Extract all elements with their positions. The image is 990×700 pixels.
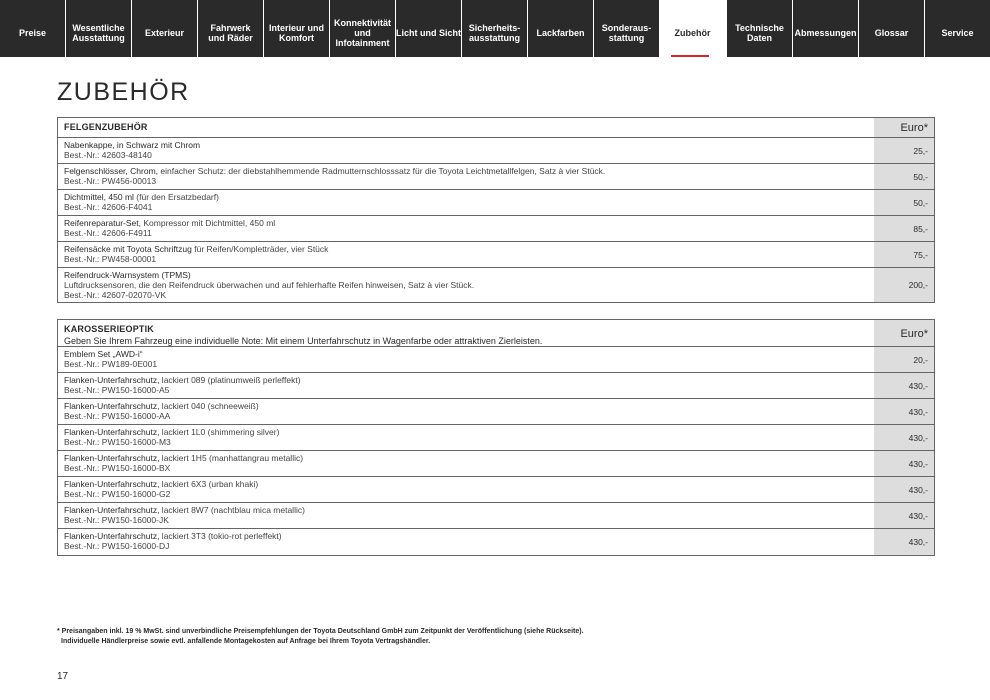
item-description — [58, 216, 874, 241]
tab-label: Sonderaus- stattung — [601, 22, 652, 43]
tab-sicherheits-ausstattung[interactable] — [462, 0, 527, 57]
item-description — [58, 529, 874, 555]
tab-konnektivität-und-infotainment[interactable] — [330, 0, 395, 57]
section-title: FELGENZUBEHÖR — [64, 122, 148, 132]
item-name: Flanken-Unterfahrschutz, — [64, 375, 160, 385]
item-part-number: Best.-Nr.: PW150-16000-G2 — [64, 489, 171, 499]
item-description — [58, 477, 874, 502]
tab-label: Konnektivität und Infotainment — [333, 17, 391, 48]
table-row — [58, 138, 934, 164]
item-description — [58, 451, 874, 476]
item-price: 20,- — [874, 347, 934, 372]
item-part-number: Best.-Nr.: 42606-F4041 — [64, 202, 153, 212]
item-name: Flanken-Unterfahrschutz, — [64, 453, 160, 463]
table-row — [58, 164, 934, 190]
tab-label: Exterieur — [144, 27, 185, 38]
tab-preise[interactable] — [0, 0, 65, 57]
item-name: Nabenkappe, in Schwarz mit Chrom — [64, 140, 201, 150]
footnote-line-2: Individuelle Händlerpreise sowie evtl. anfallende Montagekosten auf Anfrage bei Ihrem Toyota Vertragshändler. — [61, 637, 431, 645]
tab-label: Lackfarben — [536, 27, 585, 38]
tab-glossar[interactable] — [859, 0, 924, 57]
item-part-number: Best.-Nr.: PW458-00001 — [64, 254, 157, 264]
tab-label: Preise — [18, 27, 47, 38]
page-title: ZUBEHÖR — [57, 78, 190, 106]
item-detail: für Reifen/Kompletträder, vier Stück — [191, 244, 329, 254]
item-part-number: Best.-Nr.: PW150-16000-M3 — [64, 437, 171, 447]
table-row — [58, 399, 934, 425]
item-part-number: Best.-Nr.: PW456-00013 — [64, 176, 157, 186]
item-description — [58, 373, 874, 398]
tab-interieur-und-komfort[interactable] — [264, 0, 329, 57]
item-detail: Luftdrucksensoren, die den Reifendruck überwachen und auf fehlerhafte Reifen hinweisen, Satz à vier Stück. — [64, 280, 475, 290]
tab-label: Licht und Sicht — [396, 27, 461, 38]
section-note: Geben Sie Ihrem Fahrzeug eine individuelle Note: Mit einem Unterfahrschutz in Wagenfarbe oder attraktiven Zierleisten. — [64, 336, 543, 346]
item-description — [58, 190, 874, 215]
item-price: 430,- — [874, 373, 934, 398]
tab-label: Interieur und Komfort — [268, 22, 324, 43]
item-part-number: Best.-Nr.: PW150-16000-A5 — [64, 385, 170, 395]
tab-label: Sicherheits- ausstattung — [468, 22, 521, 43]
item-price: 85,- — [874, 216, 934, 241]
item-name: Felgenschlösser, Chrom, — [64, 166, 159, 176]
item-name: Emblem Set „AWD-i“ — [64, 349, 143, 359]
tab-sonderaus-stattung[interactable] — [594, 0, 659, 57]
karosserieoptik-table — [57, 319, 935, 556]
section-title: KAROSSERIEOPTIK — [64, 324, 155, 334]
item-part-number: Best.-Nr.: 42606-F4911 — [64, 228, 152, 238]
top-navigation — [0, 0, 990, 57]
item-name: Reifendruck-Warnsystem (TPMS) — [64, 270, 191, 280]
item-price: 200,- — [874, 268, 934, 302]
table-header — [58, 118, 934, 138]
item-part-number: Best.-Nr.: PW150-16000-DJ — [64, 541, 170, 551]
tab-label: Zubehör — [674, 27, 711, 38]
active-tab-indicator — [671, 55, 709, 57]
item-description — [58, 503, 874, 528]
tab-abmessungen[interactable] — [793, 0, 858, 57]
tab-exterieur[interactable] — [132, 0, 197, 57]
table-row — [58, 373, 934, 399]
table-header — [58, 320, 934, 347]
tab-label: Glossar — [874, 27, 909, 38]
item-detail: lackiert 040 (schneeweiß) — [159, 401, 259, 411]
tab-label: Wesentliche Ausstattung — [72, 22, 125, 43]
item-price: 75,- — [874, 242, 934, 267]
item-name: Flanken-Unterfahrschutz, — [64, 427, 160, 437]
tab-label: Fahrwerk und Räder — [208, 22, 253, 43]
item-description — [58, 347, 874, 372]
item-detail: lackiert 1H5 (manhattangrau metallic) — [159, 453, 304, 463]
item-price: 430,- — [874, 529, 934, 555]
table-row — [58, 268, 934, 302]
tab-zubehör[interactable] — [660, 0, 725, 57]
table-row — [58, 216, 934, 242]
tab-service[interactable] — [925, 0, 990, 57]
table-row — [58, 425, 934, 451]
tab-label: Abmessungen — [794, 27, 857, 38]
item-name: Reifensäcke mit Toyota Schriftzug — [64, 244, 192, 254]
table-row — [58, 242, 934, 268]
item-part-number: Best.-Nr.: 42603-48140 — [64, 150, 152, 160]
item-name: Dichtmittel, 450 ml — [64, 192, 134, 202]
table-row — [58, 477, 934, 503]
item-price: 430,- — [874, 451, 934, 476]
page-number: 17 — [57, 671, 69, 682]
item-description — [58, 425, 874, 450]
item-price: 430,- — [874, 399, 934, 424]
table-row — [58, 451, 934, 477]
item-name: Flanken-Unterfahrschutz, — [64, 531, 160, 541]
item-detail: einfacher Schutz: der diebstahlhemmende Radmutternschlosssatz für die Toyota Leichtmetallfelgen, Satz à vier Stück. — [158, 166, 606, 176]
item-description — [58, 164, 874, 189]
item-description — [58, 242, 874, 267]
item-price: 430,- — [874, 503, 934, 528]
item-detail: Kompressor mit Dichtmittel, 450 ml — [141, 218, 276, 228]
item-part-number: Best.-Nr.: PW189-0E001 — [64, 359, 158, 369]
price-column-header: Euro* — [874, 320, 934, 346]
felgenzubehoer-table — [57, 117, 935, 303]
tab-wesentliche-ausstattung[interactable] — [66, 0, 131, 57]
item-part-number: Best.-Nr.: PW150-16000-JK — [64, 515, 169, 525]
tab-fahrwerk-und-räder[interactable] — [198, 0, 263, 57]
item-name: Flanken-Unterfahrschutz, — [64, 401, 160, 411]
item-description — [58, 268, 874, 302]
item-detail: lackiert 3T3 (tokio-rot perleffekt) — [159, 531, 282, 541]
item-part-number: Best.-Nr.: PW150-16000-AA — [64, 411, 171, 421]
item-detail: lackiert 089 (platinumweiß perleffekt) — [159, 375, 301, 385]
item-price: 50,- — [874, 190, 934, 215]
item-price: 430,- — [874, 477, 934, 502]
item-price: 25,- — [874, 138, 934, 163]
item-name: Flanken-Unterfahrschutz, — [64, 479, 160, 489]
table-row — [58, 347, 934, 373]
item-name: Flanken-Unterfahrschutz, — [64, 505, 160, 515]
tab-label: Service — [941, 27, 974, 38]
table-row — [58, 190, 934, 216]
footnote-line-1: * Preisangaben inkl. 19 % MwSt. sind unverbindliche Preisempfehlungen der Toyota Deutschland GmbH zum Zeitpunkt der Veröffentlichung (siehe Rückseite). — [57, 628, 584, 635]
item-price: 430,- — [874, 425, 934, 450]
item-part-number: Best.-Nr.: PW150-16000-BX — [64, 463, 171, 473]
item-detail: lackiert 1L0 (shimmering silver) — [159, 427, 280, 437]
tab-lackfarben[interactable] — [528, 0, 593, 57]
item-description — [58, 138, 874, 163]
price-column-header: Euro* — [874, 118, 934, 137]
item-part-number: Best.-Nr.: 42607-02070-VK — [64, 290, 167, 300]
item-detail: (für den Ersatzbedarf) — [133, 192, 219, 202]
tab-licht-und-sicht[interactable] — [396, 0, 461, 57]
item-detail: lackiert 6X3 (urban khaki) — [159, 479, 259, 489]
table-row — [58, 503, 934, 529]
footnote — [57, 627, 584, 646]
item-name: Reifenreparatur-Set, — [64, 218, 142, 228]
item-detail: lackiert 8W7 (nachtblau mica metallic) — [159, 505, 305, 515]
table-row — [58, 529, 934, 555]
item-price: 50,- — [874, 164, 934, 189]
item-description — [58, 399, 874, 424]
tab-label: Technische Daten — [735, 22, 784, 43]
tab-technische-daten[interactable] — [727, 0, 792, 57]
